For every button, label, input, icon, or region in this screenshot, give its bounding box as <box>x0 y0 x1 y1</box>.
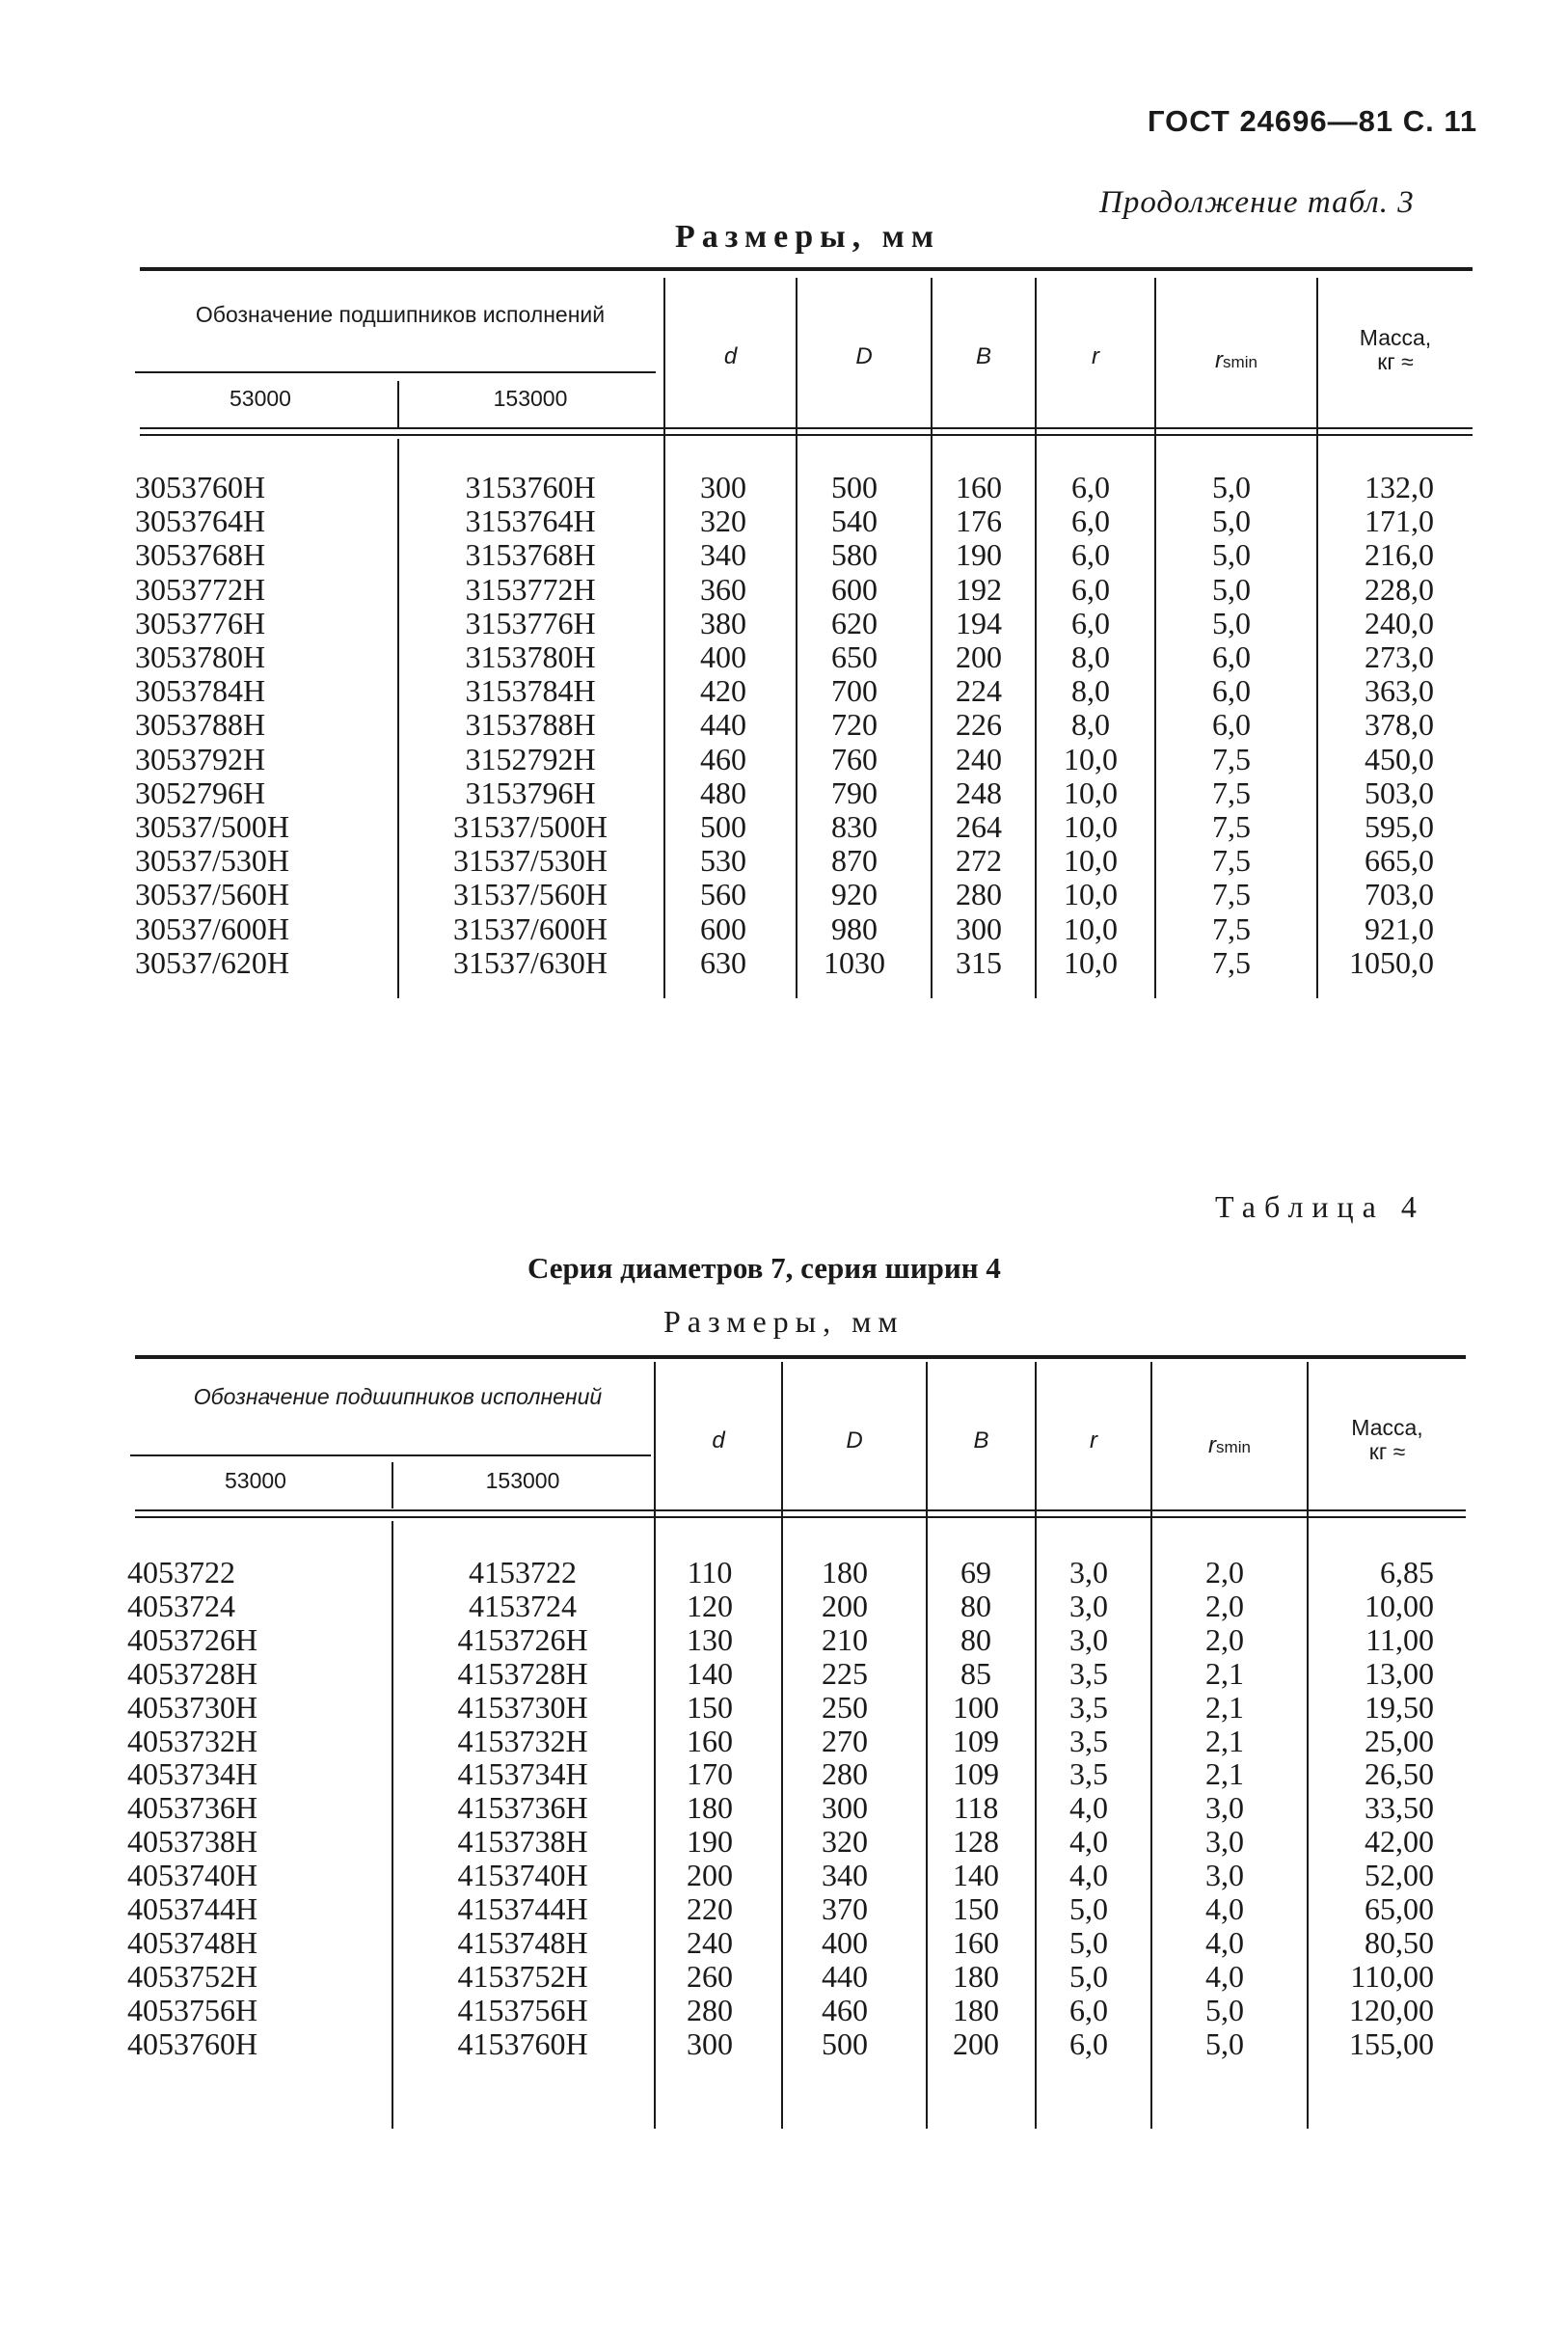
table3-cell-D: 720 <box>831 707 878 743</box>
table4-cell-D: 270 <box>822 1723 868 1758</box>
table4-col-mass-unit: кг ≈ <box>1368 1439 1406 1464</box>
table3-cell-r: 6,0 <box>1071 571 1110 607</box>
table4-cell-r: 3,0 <box>1069 1555 1108 1590</box>
table4-cell-des-53000: 4053726Н <box>127 1621 258 1657</box>
table4-cell-B: 80 <box>960 1588 991 1623</box>
table4-cell-B: 160 <box>953 1924 999 1960</box>
table4-col-rsmin <box>1152 1434 1307 1459</box>
table3-cell-des-53000: 3053768Н <box>135 537 266 573</box>
table4-col-r: r <box>1090 1427 1097 1454</box>
table3-cell-r: 10,0 <box>1064 741 1118 776</box>
table4-cell-D: 500 <box>822 2025 868 2061</box>
table4-cell-rsmin: 2,0 <box>1205 1621 1244 1657</box>
table3-cell-r: 6,0 <box>1071 605 1110 640</box>
table3-cell-rsmin: 6,0 <box>1212 673 1251 709</box>
table4-cell-mass: 33,50 <box>1365 1790 1434 1826</box>
table3-cell-d: 630 <box>700 944 746 980</box>
table4-cell-mass: 65,00 <box>1365 1891 1434 1926</box>
table4-cell-D: 460 <box>822 1992 868 2027</box>
table4-cell-d: 190 <box>687 1824 733 1860</box>
table3-cell-des-153000: 31537/630Н <box>453 944 608 980</box>
table3-cell-des-153000: 3153772Н <box>465 571 596 607</box>
table4-cell-mass: 11,00 <box>1365 1621 1434 1657</box>
table3-cell-rsmin: 7,5 <box>1212 741 1251 776</box>
table4-cell-d: 130 <box>687 1621 733 1657</box>
table4-col-D: D <box>846 1427 863 1454</box>
table4-cell-des-153000: 4153740Н <box>457 1858 588 1893</box>
table3-cell-mass: 665,0 <box>1365 843 1434 879</box>
table3-cell-des-53000: 30537/560Н <box>135 877 289 912</box>
table3-cell-des-53000: 3052796Н <box>135 774 266 810</box>
table3-col-divider-1 <box>397 439 399 998</box>
table3-cell-B: 176 <box>956 503 1002 539</box>
table4-cell-des-153000: 4153730Н <box>457 1689 588 1725</box>
table3-cell-des-153000: 3153776Н <box>465 605 596 640</box>
table3-cell-D: 700 <box>831 673 878 709</box>
table3-cell-mass: 595,0 <box>1365 809 1434 844</box>
table4-cell-d: 180 <box>687 1790 733 1826</box>
table3-col-D: D <box>855 343 873 369</box>
table3-cell-B: 160 <box>956 470 1002 504</box>
table4-cell-d: 170 <box>687 1756 733 1792</box>
table3-cell-r: 8,0 <box>1071 639 1110 674</box>
table4-cell-rsmin: 4,0 <box>1205 1924 1244 1960</box>
table4-cell-des-153000: 4153738Н <box>457 1824 588 1860</box>
table3-cell-d: 600 <box>700 910 746 946</box>
table3-cell-d: 460 <box>700 741 746 776</box>
table3-cell-D: 830 <box>831 809 878 844</box>
table4-cell-B: 140 <box>953 1858 999 1893</box>
table3-units: Размеры, мм <box>675 219 940 255</box>
table4-cell-mass: 26,50 <box>1365 1756 1434 1792</box>
table4-cell-des-53000: 4053734Н <box>127 1756 258 1792</box>
table3-cell-d: 360 <box>700 571 746 607</box>
table3-cell-mass: 378,0 <box>1365 707 1434 743</box>
table3-cell-d: 530 <box>700 843 746 879</box>
table4-cell-B: 100 <box>953 1689 999 1725</box>
table4-top-rule <box>135 1355 1466 1359</box>
table4-cell-des-153000: 4153726Н <box>457 1621 588 1657</box>
table4-cell-des-53000: 4053736Н <box>127 1790 258 1826</box>
table3-cell-d: 300 <box>700 470 746 504</box>
table4-cell-D: 440 <box>822 1958 868 1994</box>
table4-cell-des-153000: 4153752Н <box>457 1958 588 1994</box>
table4-caption: Серия диаметров 7, серия ширин 4 <box>527 1251 1001 1285</box>
table3-cell-rsmin: 6,0 <box>1212 639 1251 674</box>
table3-cell-r: 6,0 <box>1071 470 1110 504</box>
table3-cell-r: 10,0 <box>1064 809 1118 844</box>
table4-cell-mass: 42,00 <box>1365 1824 1434 1860</box>
table3-cell-des-53000: 3053784Н <box>135 673 266 709</box>
table4-cell-des-153000: 4153734Н <box>457 1756 588 1792</box>
table4-cell-des-53000: 4053722 <box>127 1555 235 1590</box>
table3-cell-des-53000: 30537/530Н <box>135 843 289 879</box>
table3-cell-r: 10,0 <box>1064 944 1118 980</box>
table4-cell-des-53000: 4053740Н <box>127 1858 258 1893</box>
table4-cell-rsmin: 2,1 <box>1205 1723 1244 1758</box>
table4-cell-d: 150 <box>687 1689 733 1725</box>
table4-cell-rsmin: 3,0 <box>1205 1858 1244 1893</box>
table4-cell-rsmin: 5,0 <box>1205 2025 1244 2061</box>
table3-cell-r: 10,0 <box>1064 843 1118 879</box>
page-header: ГОСТ 24696—81 С. 11 <box>1148 104 1478 138</box>
table3-cell-B: 192 <box>956 571 1002 607</box>
table3-cell-des-53000: 3053780Н <box>135 639 266 674</box>
table4-cell-r: 3,5 <box>1069 1655 1108 1691</box>
table3-cell-mass: 450,0 <box>1365 741 1434 776</box>
table4-cell-d: 240 <box>687 1924 733 1960</box>
table3-col-153000: 153000 <box>493 386 568 411</box>
table3-cell-B: 280 <box>956 877 1002 912</box>
table4-col-divider-1 <box>392 1521 393 2129</box>
table3-cell-des-53000: 30537/620Н <box>135 944 289 980</box>
table3-cell-D: 650 <box>831 639 878 674</box>
table3-cell-D: 620 <box>831 605 878 640</box>
table4-header-split-rule <box>130 1454 651 1456</box>
table4-cell-r: 5,0 <box>1069 1958 1108 1994</box>
table3-cell-D: 580 <box>831 537 878 573</box>
table4-cell-mass: 25,00 <box>1365 1723 1434 1758</box>
table4-col-d: d <box>712 1427 725 1454</box>
table3-cell-des-53000: 30537/600Н <box>135 910 289 946</box>
table4-cell-r: 5,0 <box>1069 1924 1108 1960</box>
table4-cell-rsmin: 2,0 <box>1205 1588 1244 1623</box>
table3-cell-des-153000: 31537/500Н <box>453 809 608 844</box>
table3-cell-d: 340 <box>700 537 746 573</box>
table3-col-rsmin-r: r <box>1215 347 1224 373</box>
table4-cell-D: 300 <box>822 1790 868 1826</box>
table3-cell-d: 560 <box>700 877 746 912</box>
table3-cell-d: 320 <box>700 503 746 539</box>
table4-cell-des-53000: 4053732Н <box>127 1723 258 1758</box>
table4-col-B: B <box>973 1427 989 1454</box>
table3-cell-rsmin: 5,0 <box>1212 537 1251 573</box>
table3-cell-des-153000: 31537/560Н <box>453 877 608 912</box>
table3-continuation-note: Продолжение табл. 3 <box>1099 185 1415 220</box>
table3-cell-rsmin: 6,0 <box>1212 707 1251 743</box>
table4-cell-B: 150 <box>953 1891 999 1926</box>
table3-cell-B: 200 <box>956 639 1002 674</box>
table3-cell-des-153000: 3153784Н <box>465 673 596 709</box>
table4-cell-d: 200 <box>687 1858 733 1893</box>
table4-cell-mass: 19,50 <box>1365 1689 1434 1725</box>
table4-cell-des-53000: 4053730Н <box>127 1689 258 1725</box>
table3-cell-rsmin: 5,0 <box>1212 470 1251 504</box>
table3-cell-des-153000: 3153788Н <box>465 707 596 743</box>
table3-cell-r: 10,0 <box>1064 774 1118 810</box>
table3-cell-mass: 273,0 <box>1365 639 1434 674</box>
table3-cell-r: 6,0 <box>1071 503 1110 539</box>
table4-cell-B: 85 <box>960 1655 991 1691</box>
table4-designation-header: Обозначение подшипников исполнений <box>193 1384 603 1409</box>
table4-cell-rsmin: 2,1 <box>1205 1756 1244 1792</box>
table3-cell-D: 870 <box>831 843 878 879</box>
table3-cell-D: 760 <box>831 741 878 776</box>
table4-cell-D: 225 <box>822 1655 868 1691</box>
table4-cell-B: 69 <box>960 1555 991 1590</box>
table4-cell-B: 80 <box>960 1621 991 1657</box>
table3-cell-rsmin: 7,5 <box>1212 877 1251 912</box>
table3-cell-B: 248 <box>956 774 1002 810</box>
table4-cell-rsmin: 4,0 <box>1205 1958 1244 1994</box>
table3-cell-mass: 132,0 <box>1365 470 1434 504</box>
table3-cell-B: 226 <box>956 707 1002 743</box>
table3-cell-D: 540 <box>831 503 878 539</box>
table4-cell-B: 180 <box>953 1958 999 1994</box>
table3-cell-mass: 216,0 <box>1365 537 1434 573</box>
table3-cell-d: 420 <box>700 673 746 709</box>
table4-cell-r: 4,0 <box>1069 1790 1108 1826</box>
table4-cell-mass: 120,00 <box>1349 1992 1434 2027</box>
table3-cell-r: 10,0 <box>1064 877 1118 912</box>
table3-cell-B: 190 <box>956 537 1002 573</box>
table4-cell-des-53000: 4053744Н <box>127 1891 258 1926</box>
table3-cell-mass: 921,0 <box>1365 910 1434 946</box>
table3-cell-D: 920 <box>831 877 878 912</box>
table4-cell-des-53000: 4053738Н <box>127 1824 258 1860</box>
table4-cell-B: 109 <box>953 1723 999 1758</box>
table4-cell-B: 118 <box>953 1790 999 1826</box>
table4-cell-rsmin: 2,1 <box>1205 1689 1244 1725</box>
table3-header-rule-1 <box>140 427 1473 429</box>
table3-cell-rsmin: 7,5 <box>1212 809 1251 844</box>
table4-cell-d: 300 <box>687 2025 733 2061</box>
table4-cell-r: 6,0 <box>1069 1992 1108 2027</box>
table4-cell-mass: 13,00 <box>1365 1655 1434 1691</box>
table3-cell-D: 600 <box>831 571 878 607</box>
table4-cell-des-53000: 4053728Н <box>127 1655 258 1691</box>
table4-header-rule-1 <box>135 1509 1466 1511</box>
table3-subheader-divider <box>397 381 399 427</box>
table3-cell-B: 272 <box>956 843 1002 879</box>
table3-cell-rsmin: 5,0 <box>1212 605 1251 640</box>
table3-cell-B: 264 <box>956 809 1002 844</box>
table3-cell-rsmin: 7,5 <box>1212 774 1251 810</box>
table3-cell-des-53000: 3053760Н <box>135 470 266 504</box>
table3-cell-D: 1030 <box>824 944 885 980</box>
table4-cell-rsmin: 3,0 <box>1205 1824 1244 1860</box>
table4-cell-mass: 52,00 <box>1365 1858 1434 1893</box>
table4-col-53000: 53000 <box>225 1468 286 1493</box>
table4-cell-r: 5,0 <box>1069 1891 1108 1926</box>
table3-header-rule-2 <box>140 434 1473 436</box>
table4-cell-d: 260 <box>687 1958 733 1994</box>
table4-subheader-divider <box>392 1462 393 1508</box>
table3-cell-des-153000: 31537/530Н <box>453 843 608 879</box>
table4-cell-rsmin: 3,0 <box>1205 1790 1244 1826</box>
table4-cell-r: 6,0 <box>1069 2025 1108 2061</box>
table3-cell-B: 300 <box>956 910 1002 946</box>
table4-cell-r: 4,0 <box>1069 1858 1108 1893</box>
table3-cell-des-53000: 30537/500Н <box>135 809 289 844</box>
table4-cell-D: 250 <box>822 1689 868 1725</box>
table4-cell-des-153000: 4153722 <box>469 1555 577 1590</box>
table3-cell-des-53000: 3053776Н <box>135 605 266 640</box>
table4-cell-d: 120 <box>687 1588 733 1623</box>
table4-cell-D: 370 <box>822 1891 868 1926</box>
table4-cell-B: 128 <box>953 1824 999 1860</box>
table4-cell-des-53000: 4053760Н <box>127 2025 258 2061</box>
table3-cell-d: 440 <box>700 707 746 743</box>
table3-cell-d: 380 <box>700 605 746 640</box>
table3-cell-r: 8,0 <box>1071 673 1110 709</box>
table4-cell-B: 180 <box>953 1992 999 2027</box>
table3-cell-B: 194 <box>956 605 1002 640</box>
table3-header-split-rule <box>135 371 656 373</box>
table4-cell-d: 160 <box>687 1723 733 1758</box>
table4-col-rsmin-sub: smin <box>1216 1438 1251 1456</box>
table3-col-rsmin-sub: smin <box>1223 353 1257 371</box>
table4-cell-rsmin: 2,0 <box>1205 1555 1244 1590</box>
table3-col-r: r <box>1092 343 1099 369</box>
table4-cell-des-53000: 4053748Н <box>127 1924 258 1960</box>
table4-cell-D: 400 <box>822 1924 868 1960</box>
table3-cell-r: 8,0 <box>1071 707 1110 743</box>
table4-cell-mass: 10,00 <box>1365 1588 1434 1623</box>
table4-cell-des-153000: 4153736Н <box>457 1790 588 1826</box>
table3-cell-mass: 503,0 <box>1365 774 1434 810</box>
table3-cell-des-153000: 3153768Н <box>465 537 596 573</box>
table4-cell-r: 3,5 <box>1069 1723 1108 1758</box>
table4-cell-d: 220 <box>687 1891 733 1926</box>
table3-col-mass-unit: кг ≈ <box>1377 349 1414 374</box>
table3-cell-des-53000: 3053788Н <box>135 707 266 743</box>
table4-cell-r: 3,0 <box>1069 1588 1108 1623</box>
table4-cell-des-153000: 4153748Н <box>457 1924 588 1960</box>
table3-cell-D: 790 <box>831 774 878 810</box>
table3-cell-des-153000: 3153796Н <box>465 774 596 810</box>
table4-cell-B: 200 <box>953 2025 999 2061</box>
table4-cell-des-153000: 4153728Н <box>457 1655 588 1691</box>
table3-cell-mass: 703,0 <box>1365 877 1434 912</box>
table3-cell-des-153000: 3153780Н <box>465 639 596 674</box>
table3-cell-mass: 363,0 <box>1365 673 1434 709</box>
table3-cell-r: 6,0 <box>1071 537 1110 573</box>
table3-cell-mass: 171,0 <box>1365 503 1434 539</box>
table3-cell-des-53000: 3053772Н <box>135 571 266 607</box>
table3-top-rule <box>140 267 1473 271</box>
table4-label: Таблица 4 <box>1215 1189 1425 1224</box>
table4-cell-des-153000: 4153724 <box>469 1588 577 1623</box>
table3-cell-rsmin: 7,5 <box>1212 843 1251 879</box>
table4-cell-r: 3,5 <box>1069 1689 1108 1725</box>
table4-cell-D: 280 <box>822 1756 868 1792</box>
table4-cell-D: 180 <box>822 1555 868 1590</box>
table4-col-rsmin-r: r <box>1208 1432 1217 1458</box>
table4-cell-mass: 155,00 <box>1349 2025 1434 2061</box>
table4-cell-D: 320 <box>822 1824 868 1860</box>
table4-cell-mass: 110,00 <box>1350 1958 1434 1994</box>
table3-cell-des-153000: 3152792Н <box>465 741 596 776</box>
table3-cell-mass: 228,0 <box>1365 571 1434 607</box>
table3-cell-rsmin: 7,5 <box>1212 944 1251 980</box>
table4-header-rule-2 <box>135 1516 1466 1518</box>
table3-designation-header: Обозначение подшипников исполнений <box>195 302 606 327</box>
table3-cell-rsmin: 5,0 <box>1212 571 1251 607</box>
table4-cell-rsmin: 5,0 <box>1205 1992 1244 2027</box>
table4-cell-d: 140 <box>687 1655 733 1691</box>
table4-col-mass: Масса, <box>1351 1415 1423 1440</box>
table4-cell-D: 210 <box>822 1621 868 1657</box>
table4-cell-D: 200 <box>822 1588 868 1623</box>
table4-cell-rsmin: 2,1 <box>1205 1655 1244 1691</box>
table3-col-B: B <box>975 343 991 369</box>
table4-cell-B: 109 <box>953 1756 999 1792</box>
table3-cell-des-153000: 31537/600Н <box>453 910 608 946</box>
table3-cell-mass: 1050,0 <box>1349 944 1434 980</box>
table3-cell-r: 10,0 <box>1064 910 1118 946</box>
table4-cell-des-153000: 4153756Н <box>457 1992 588 2027</box>
table3-cell-des-153000: 3153760Н <box>465 470 596 504</box>
table4-cell-d: 110 <box>687 1555 733 1590</box>
table3-cell-des-53000: 3053764Н <box>135 503 266 539</box>
table3-cell-B: 240 <box>956 741 1002 776</box>
table4-cell-des-53000: 4053724 <box>127 1588 235 1623</box>
table4-cell-mass: 6,85 <box>1380 1555 1434 1590</box>
table4-cell-des-53000: 4053752Н <box>127 1958 258 1994</box>
table4-cell-r: 4,0 <box>1069 1824 1108 1860</box>
table3-cell-rsmin: 5,0 <box>1212 503 1251 539</box>
table3-col-53000: 53000 <box>230 386 291 411</box>
table3-col-d: d <box>723 343 738 369</box>
table3-cell-mass: 240,0 <box>1365 605 1434 640</box>
table3-col-mass: Масса, <box>1359 325 1432 350</box>
table4-cell-r: 3,0 <box>1069 1621 1108 1657</box>
table4-units: Размеры, мм <box>663 1304 905 1339</box>
table4-cell-r: 3,5 <box>1069 1756 1108 1792</box>
table3-cell-des-53000: 3053792Н <box>135 741 266 776</box>
table4-cell-des-153000: 4153744Н <box>457 1891 588 1926</box>
table3-cell-d: 480 <box>700 774 746 810</box>
table4-cell-rsmin: 4,0 <box>1205 1891 1244 1926</box>
table3-cell-d: 500 <box>700 809 746 844</box>
table3-cell-D: 500 <box>831 470 878 504</box>
table4-cell-des-53000: 4053756Н <box>127 1992 258 2027</box>
table3-col-rsmin <box>1156 349 1316 374</box>
table3-cell-B: 224 <box>956 673 1002 709</box>
table3-cell-D: 980 <box>831 910 878 946</box>
table3-cell-d: 400 <box>700 639 746 674</box>
table4-cell-d: 280 <box>687 1992 733 2027</box>
table3-cell-des-153000: 3153764Н <box>465 503 596 539</box>
table4-cell-D: 340 <box>822 1858 868 1893</box>
table3-cell-rsmin: 7,5 <box>1212 910 1251 946</box>
table4-cell-des-153000: 4153760Н <box>457 2025 588 2061</box>
table3-cell-B: 315 <box>956 944 1002 980</box>
table4-cell-des-153000: 4153732Н <box>457 1723 588 1758</box>
table4-col-153000: 153000 <box>485 1468 560 1493</box>
table4-cell-mass: 80,50 <box>1365 1924 1434 1960</box>
